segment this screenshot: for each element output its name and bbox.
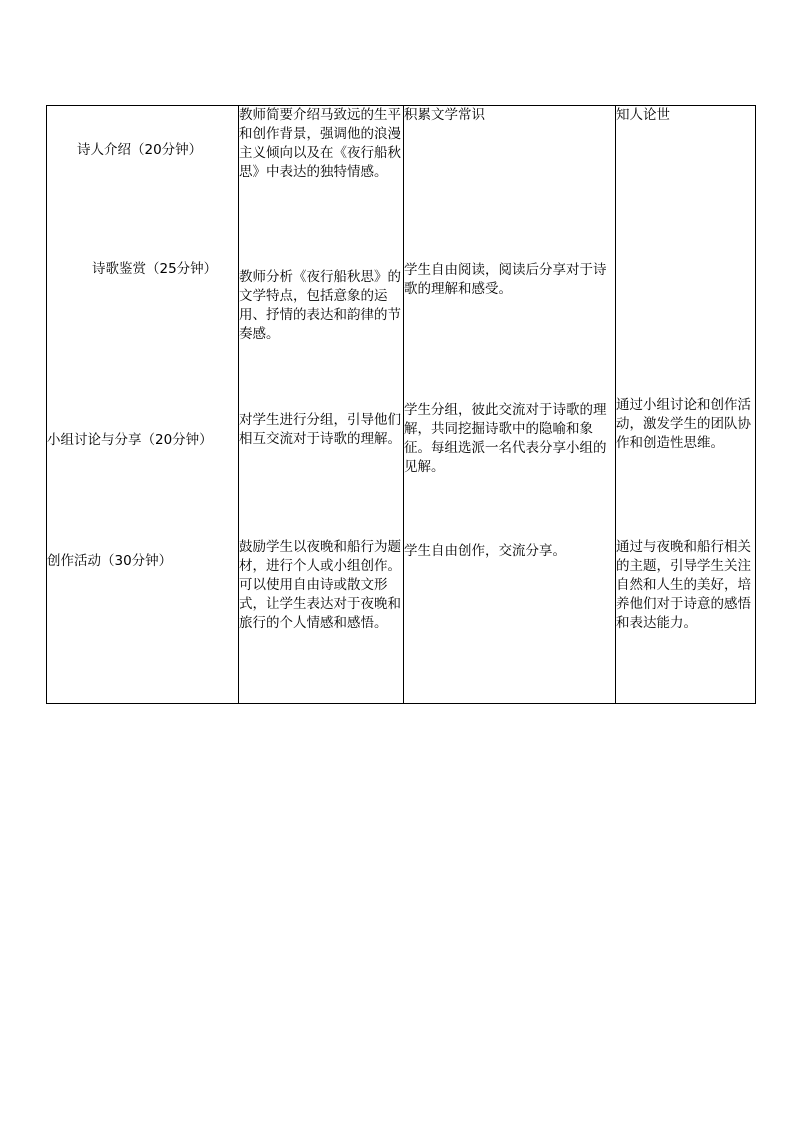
student-activity-poet-intro: 积累文学常识 xyxy=(404,107,485,123)
teacher-activity-poem-appreciation: 教师分析《夜行船秋思》的文学特点，包括意象的运用、抒情的表达和韵律的节奏感。 xyxy=(239,269,401,342)
purpose-creative-activity: 通过与夜晚和船行相关的主题，引导学生关注自然和人生的美好，培养他们对于诗意的感悟和表达能力。 xyxy=(616,539,751,631)
stage-poem-appreciation: 诗歌鉴赏（25分钟） xyxy=(92,261,218,277)
student-activity-group-discussion: 学生分组，彼此交流对于诗歌的理解，共同挖掘诗歌中的隐喻和象征。每组选派一名代表分享小组的见解。 xyxy=(404,402,607,475)
student-activity-creative-activity: 学生自由创作，交流分享。 xyxy=(404,543,566,559)
teacher-activity-creative-activity: 鼓励学生以夜晚和船行为题材，进行个人或小组创作。可以使用自由诗或散文形式，让学生表达对于夜晚和旅行的个人情感和感悟。 xyxy=(239,539,401,631)
purpose-group-discussion: 通过小组讨论和创作活动，激发学生的团队协作和创造性思维。 xyxy=(616,397,751,451)
teacher-activity-poet-intro: 教师简要介绍马致远的生平和创作背景，强调他的浪漫主义倾向以及在《夜行船秋思》中表达的独特情感。 xyxy=(239,107,401,180)
teacher-activity-group-discussion: 对学生进行分组，引导他们相互交流对于诗歌的理解。 xyxy=(239,412,401,447)
lesson-plan-table xyxy=(46,105,756,704)
stage-poet-intro: 诗人介绍（20分钟） xyxy=(77,142,203,158)
stage-creative-activity: 创作活动（30分钟） xyxy=(47,553,173,569)
student-activity-poem-appreciation: 学生自由阅读，阅读后分享对于诗歌的理解和感受。 xyxy=(404,262,607,297)
purpose-poet-intro: 知人论世 xyxy=(616,107,670,123)
stage-group-discussion: 小组讨论与分享（20分钟） xyxy=(47,432,213,448)
